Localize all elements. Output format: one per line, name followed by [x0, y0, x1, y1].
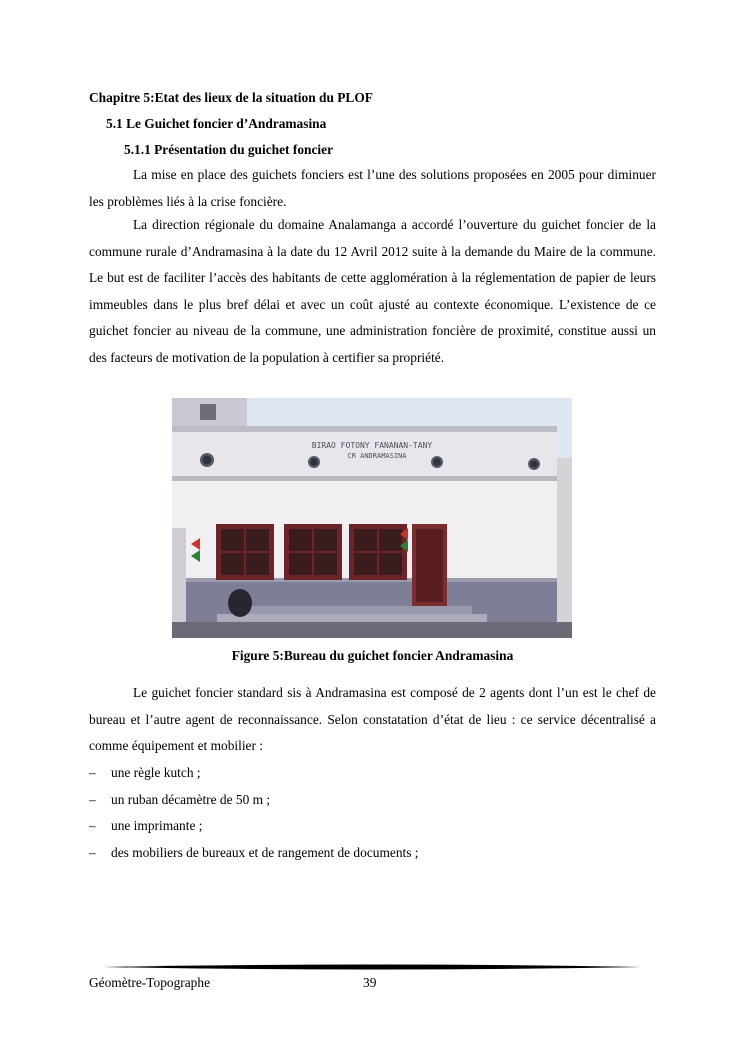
building-sign-line2: CR ANDRAMASINA: [347, 452, 407, 460]
list-item-text: des mobiliers de bureaux et de rangement de documents ;: [111, 844, 419, 860]
figure-caption: Figure 5:Bureau du guichet foncier Andramasina: [231, 648, 514, 663]
list-dash: –: [89, 844, 96, 860]
building-photo-illustration: [172, 398, 572, 638]
subsection-title: 5.1.1 Présentation du guichet foncier: [124, 142, 334, 157]
footer-author: Géomètre-Topographe: [89, 975, 211, 990]
paragraph-agents: [89, 680, 656, 760]
list-item: [89, 813, 656, 840]
paragraph-direction-text: La direction régionale du domaine Analamanga a accordé l’ouverture du guichet foncier de la commune rurale d’Andramasina à la date du 12 Avril 2012 suite à la demande du Maire de la commune. Le but est de faciliter l’accès des habitants de cette agglomération à la réglementation de papier de leurs immeubles dans le plus bref délai et avec un coût ajusté au contexte économique. L’existence de ce guichet foncier au niveau de la commune, une administration foncière de proximité, constitue aussi un des facteurs de motivation de la population à certifier sa propriété.: [89, 217, 656, 365]
list-item-text: une règle kutch ;: [111, 765, 201, 780]
paragraph-intro: [89, 162, 656, 215]
list-item: [89, 840, 656, 867]
list-dash: –: [89, 765, 96, 780]
paragraph-agents-text: Le guichet foncier standard sis à Andramasina est composé de 2 agents dont l’un est le chef de bureau et l’autre agent de reconnaissance. Selon constatation d’état de lieu : ce service décentralisé a comme équipement et mobilier :: [89, 685, 656, 753]
chapter-title: Chapitre 5:Etat des lieux de la situation du PLOF: [89, 90, 373, 105]
equipment-list: [89, 760, 656, 866]
list-item: [89, 787, 656, 814]
list-dash: –: [89, 791, 96, 807]
list-dash: –: [89, 818, 96, 833]
list-item-text: un ruban décamètre de 50 m ;: [111, 791, 271, 807]
list-item-text: une imprimante ;: [111, 818, 203, 833]
building-sign-line1: BIRAO FOTONY FANANAN-TANY: [311, 441, 433, 450]
section-title: 5.1 Le Guichet foncier d’Andramasina: [106, 116, 327, 131]
footer-rule: [103, 962, 641, 972]
paragraph-direction: [89, 212, 656, 371]
paragraph-intro-text: La mise en place des guichets fonciers est l’une des solutions proposées en 2005 pour diminuer les problèmes liés à la crise foncière.: [89, 167, 656, 209]
page-number: 39: [363, 975, 377, 990]
list-item: [89, 760, 656, 787]
building-photo: [172, 398, 572, 638]
